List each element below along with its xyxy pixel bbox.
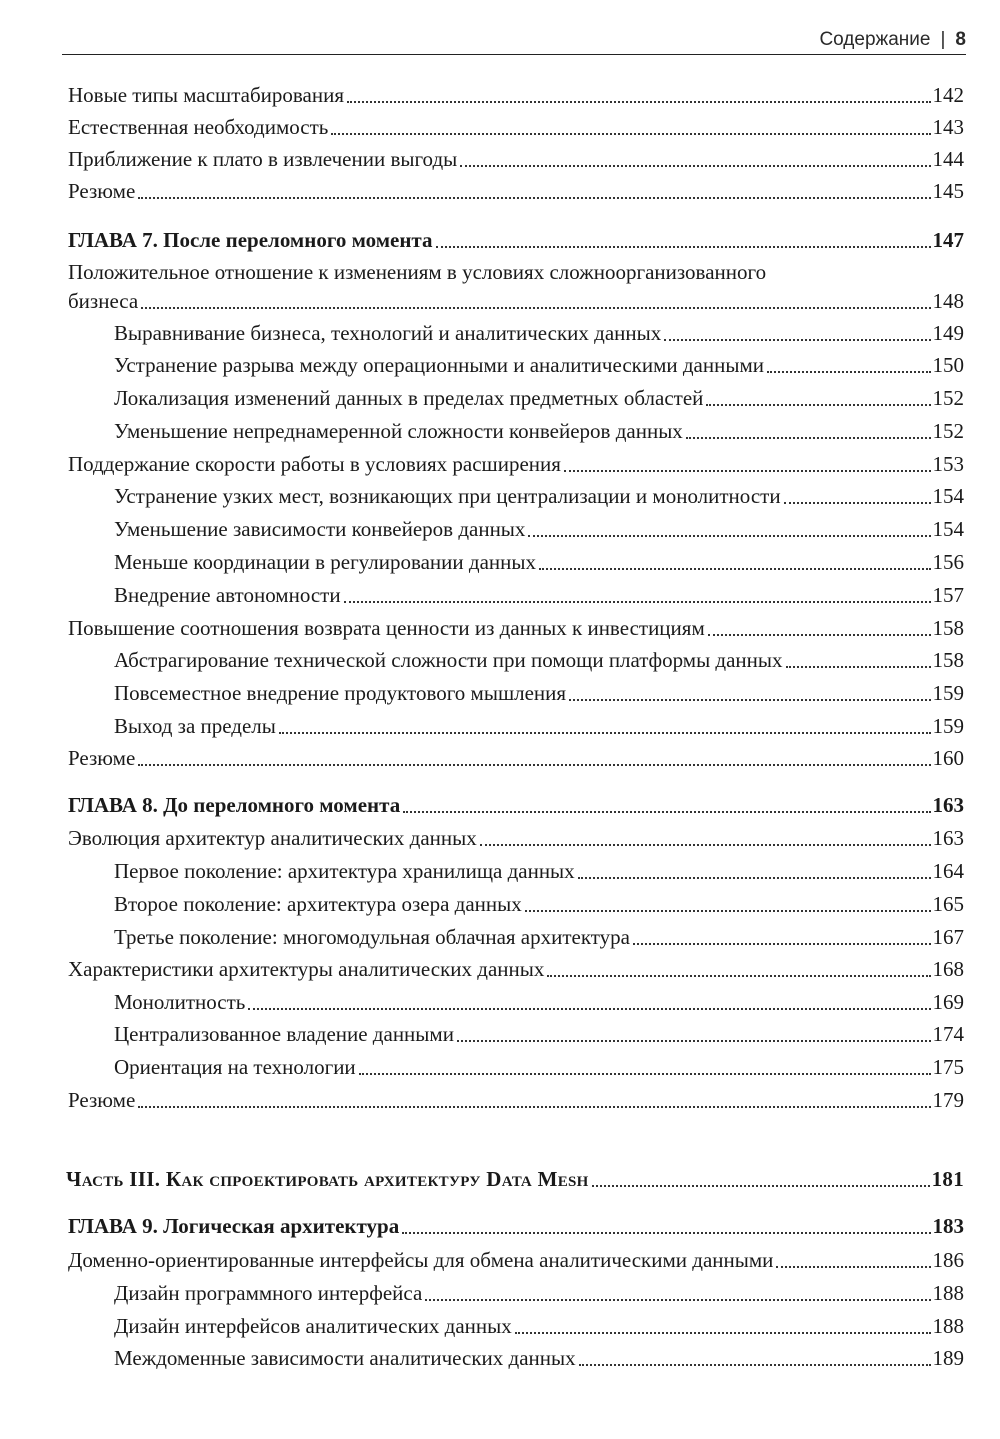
toc-subentry[interactable] bbox=[0, 1311, 964, 1341]
dot-leader bbox=[539, 564, 931, 570]
dot-leader bbox=[425, 1295, 930, 1301]
toc-subentry-page: 175 bbox=[932, 1055, 964, 1079]
toc-subentry-page: 169 bbox=[932, 990, 964, 1014]
toc-entry-title-line1[interactable]: Положительное отношение к изменениям в условиях сложноорганизованного bbox=[68, 260, 767, 284]
toc-chapter-title: ГЛАВА 7. После переломного момента bbox=[68, 228, 433, 252]
toc-subentry-page: 189 bbox=[932, 1346, 964, 1370]
toc-chapter-title: ГЛАВА 8. До переломного момента bbox=[68, 793, 401, 817]
toc-entry-title: бизнеса bbox=[68, 289, 139, 313]
toc-subentry-title: Меньше координации в регулировании данных bbox=[114, 550, 536, 574]
dot-leader bbox=[708, 630, 931, 636]
dot-leader bbox=[403, 807, 930, 813]
toc-entry-page: 142 bbox=[932, 83, 964, 107]
dot-leader bbox=[776, 1262, 930, 1268]
toc-subentry-title: Ориентация на технологии bbox=[114, 1055, 356, 1079]
toc-part-page: 181 bbox=[931, 1167, 964, 1191]
toc-entry-page: 143 bbox=[932, 115, 964, 139]
dot-leader bbox=[347, 97, 930, 103]
toc-chapter-entry[interactable] bbox=[0, 1211, 964, 1241]
toc-subentry-title: Повсеместное внедрение продуктового мышления bbox=[114, 681, 567, 705]
toc-subentry-title: Уменьшение зависимости конвейеров данных bbox=[114, 517, 526, 541]
toc-subentry-page: 154 bbox=[932, 517, 964, 541]
dot-leader bbox=[664, 335, 930, 341]
toc-subentry[interactable] bbox=[0, 1343, 964, 1373]
toc-subentry[interactable] bbox=[0, 318, 964, 348]
toc-subentry-page: 159 bbox=[932, 681, 964, 705]
dot-leader bbox=[515, 1328, 931, 1334]
toc-chapter-title: ГЛАВА 9. Логическая архитектура bbox=[68, 1214, 400, 1238]
toc-subentry[interactable] bbox=[0, 889, 964, 919]
dot-leader bbox=[436, 242, 931, 248]
dot-leader bbox=[248, 1004, 930, 1010]
toc-subentry-title: Локализация изменений данных в пределах предметных областей bbox=[114, 386, 704, 410]
toc-entry-page: 145 bbox=[932, 179, 964, 203]
toc-entry-title: Новые типы масштабирования bbox=[68, 83, 345, 107]
toc-entry[interactable] bbox=[0, 743, 964, 773]
toc-subentry-page: 152 bbox=[932, 419, 964, 443]
toc-subentry-title: Второе поколение: архитектура озера данных bbox=[114, 892, 522, 916]
toc-entry-title: Характеристики архитектуры аналитических данных bbox=[68, 957, 545, 981]
toc-subentry[interactable] bbox=[0, 678, 964, 708]
toc-subentry-title: Монолитность bbox=[114, 990, 246, 1014]
toc-entry-title: Эволюция архитектур аналитических данных bbox=[68, 826, 477, 850]
toc-subentry[interactable] bbox=[0, 580, 964, 610]
dot-leader bbox=[579, 1360, 931, 1366]
dot-leader bbox=[578, 873, 931, 879]
toc-entry[interactable] bbox=[0, 80, 964, 110]
dot-leader bbox=[344, 597, 931, 603]
dot-leader bbox=[331, 129, 930, 135]
header-separator: | bbox=[940, 29, 946, 50]
toc-entry[interactable] bbox=[0, 176, 964, 206]
toc-subentry-page: 164 bbox=[932, 859, 964, 883]
dot-leader bbox=[460, 161, 930, 167]
toc-entry-page: 158 bbox=[932, 616, 964, 640]
dot-leader bbox=[686, 433, 931, 439]
toc-entry-title: Доменно-ориентированные интерфейсы для обмена аналитическими данными bbox=[68, 1248, 774, 1272]
toc-entry[interactable] bbox=[0, 286, 964, 316]
toc-subentry-page: 150 bbox=[932, 353, 964, 377]
dot-leader bbox=[784, 498, 931, 504]
toc-subentry-title: Внедрение автономности bbox=[114, 583, 341, 607]
toc-subentry-page: 188 bbox=[932, 1314, 964, 1338]
toc-entry[interactable] bbox=[0, 613, 964, 643]
toc-subentry-page: 149 bbox=[932, 321, 964, 345]
toc-subentry-title: Выравнивание бизнеса, технологий и аналитических данных bbox=[114, 321, 662, 345]
dot-leader bbox=[569, 695, 930, 701]
dot-leader bbox=[564, 466, 931, 472]
dot-leader bbox=[547, 971, 930, 977]
toc-subentry[interactable] bbox=[0, 547, 964, 577]
toc-entry[interactable] bbox=[0, 823, 964, 853]
dot-leader bbox=[402, 1228, 930, 1234]
toc-chapter-entry[interactable] bbox=[0, 225, 964, 255]
toc-chapter-page: 163 bbox=[932, 793, 964, 817]
dot-leader bbox=[767, 367, 931, 373]
toc-chapter-page: 183 bbox=[932, 1214, 964, 1238]
toc-entry[interactable] bbox=[0, 112, 964, 142]
dot-leader bbox=[480, 840, 931, 846]
toc-subentry-title: Дизайн программного интерфейса bbox=[114, 1281, 423, 1305]
toc-subentry-title: Абстрагирование технической сложности при помощи платформы данных bbox=[114, 648, 783, 672]
toc-subentry[interactable] bbox=[0, 987, 964, 1017]
dot-leader bbox=[359, 1069, 931, 1075]
toc-subentry-title: Дизайн интерфейсов аналитических данных bbox=[114, 1314, 512, 1338]
toc-entry[interactable] bbox=[0, 1245, 964, 1275]
dot-leader bbox=[786, 662, 931, 668]
toc-subentry-title: Уменьшение непреднамеренной сложности конвейеров данных bbox=[114, 419, 683, 443]
toc-entry-page: 153 bbox=[932, 452, 964, 476]
toc-entry[interactable] bbox=[0, 144, 964, 174]
dot-leader bbox=[525, 906, 931, 912]
toc-subentry-page: 167 bbox=[932, 925, 964, 949]
toc-entry-title: Естественная необходимость bbox=[68, 115, 329, 139]
header-section-title: Содержание bbox=[819, 29, 931, 50]
running-header bbox=[62, 26, 966, 55]
toc-entry-page: 186 bbox=[932, 1248, 964, 1272]
toc-entry-title: Резюме bbox=[68, 179, 136, 203]
toc-subentry-page: 154 bbox=[932, 484, 964, 508]
toc-chapter-entry[interactable] bbox=[0, 790, 964, 820]
header-page-number: 8 bbox=[955, 29, 966, 50]
toc-entry-page: 168 bbox=[932, 957, 964, 981]
dot-leader bbox=[138, 1102, 930, 1108]
toc-subentry[interactable] bbox=[0, 922, 964, 952]
toc-entry-page: 160 bbox=[932, 746, 964, 770]
toc-entry-page: 148 bbox=[932, 289, 964, 313]
toc-subentry-page: 158 bbox=[932, 648, 964, 672]
dot-leader bbox=[706, 400, 930, 406]
toc-subentry[interactable] bbox=[0, 645, 964, 675]
toc-entry[interactable] bbox=[0, 954, 964, 984]
toc-subentry-page: 156 bbox=[932, 550, 964, 574]
dot-leader bbox=[457, 1036, 931, 1042]
toc-part-title: Часть III. Как спроектировать архитектуру Data Mesh bbox=[66, 1167, 589, 1191]
toc-subentry[interactable] bbox=[0, 350, 964, 380]
toc-entry-title: Приближение к плато в извлечении выгоды bbox=[68, 147, 458, 171]
toc-subentry-title: Выход за пределы bbox=[114, 714, 276, 738]
toc-subentry-page: 159 bbox=[932, 714, 964, 738]
toc-chapter-page: 147 bbox=[932, 228, 964, 252]
toc-subentry[interactable] bbox=[0, 1019, 964, 1049]
dot-leader bbox=[633, 939, 931, 945]
dot-leader bbox=[138, 193, 930, 199]
toc-entry[interactable] bbox=[0, 449, 964, 479]
toc-subentry-page: 165 bbox=[932, 892, 964, 916]
toc-subentry-page: 174 bbox=[932, 1022, 964, 1046]
toc-subentry-title: Первое поколение: архитектура хранилища данных bbox=[114, 859, 575, 883]
toc-subentry[interactable] bbox=[0, 383, 964, 413]
toc-entry-page: 179 bbox=[932, 1088, 964, 1112]
toc-subentry[interactable] bbox=[0, 514, 964, 544]
toc-part-entry[interactable] bbox=[0, 1164, 964, 1194]
dot-leader bbox=[138, 760, 930, 766]
toc-entry-title: Резюме bbox=[68, 1088, 136, 1112]
toc-entry-page: 163 bbox=[932, 826, 964, 850]
dot-leader bbox=[592, 1181, 930, 1187]
toc-subentry-title: Третье поколение: многомодульная облачная архитектура bbox=[114, 925, 630, 949]
toc-entry-title: Поддержание скорости работы в условиях расширения bbox=[68, 452, 561, 476]
toc-entry-page: 144 bbox=[932, 147, 964, 171]
toc-subentry[interactable] bbox=[0, 711, 964, 741]
toc-subentry[interactable] bbox=[0, 856, 964, 886]
toc-subentry-title: Устранение узких мест, возникающих при централизации и монолитности bbox=[114, 484, 781, 508]
toc-subentry-title: Централизованное владение данными bbox=[114, 1022, 454, 1046]
toc-subentry-page: 157 bbox=[932, 583, 964, 607]
toc-entry[interactable] bbox=[0, 1085, 964, 1115]
toc-subentry[interactable] bbox=[0, 416, 964, 446]
toc-entry-title: Резюме bbox=[68, 746, 136, 770]
toc-entry-title: Повышение соотношения возврата ценности из данных к инвестициям bbox=[68, 616, 705, 640]
toc-subentry[interactable] bbox=[0, 481, 964, 511]
dot-leader bbox=[141, 303, 930, 309]
toc-subentry-title: Устранение разрыва между операционными и аналитическими данными bbox=[114, 353, 764, 377]
dot-leader bbox=[528, 531, 930, 537]
dot-leader bbox=[279, 728, 931, 734]
toc-subentry[interactable] bbox=[0, 1278, 964, 1308]
toc-subentry-page: 188 bbox=[932, 1281, 964, 1305]
toc-subentry-title: Междоменные зависимости аналитических данных bbox=[114, 1346, 576, 1370]
toc-subentry[interactable] bbox=[0, 1052, 964, 1082]
toc-subentry-page: 152 bbox=[932, 386, 964, 410]
